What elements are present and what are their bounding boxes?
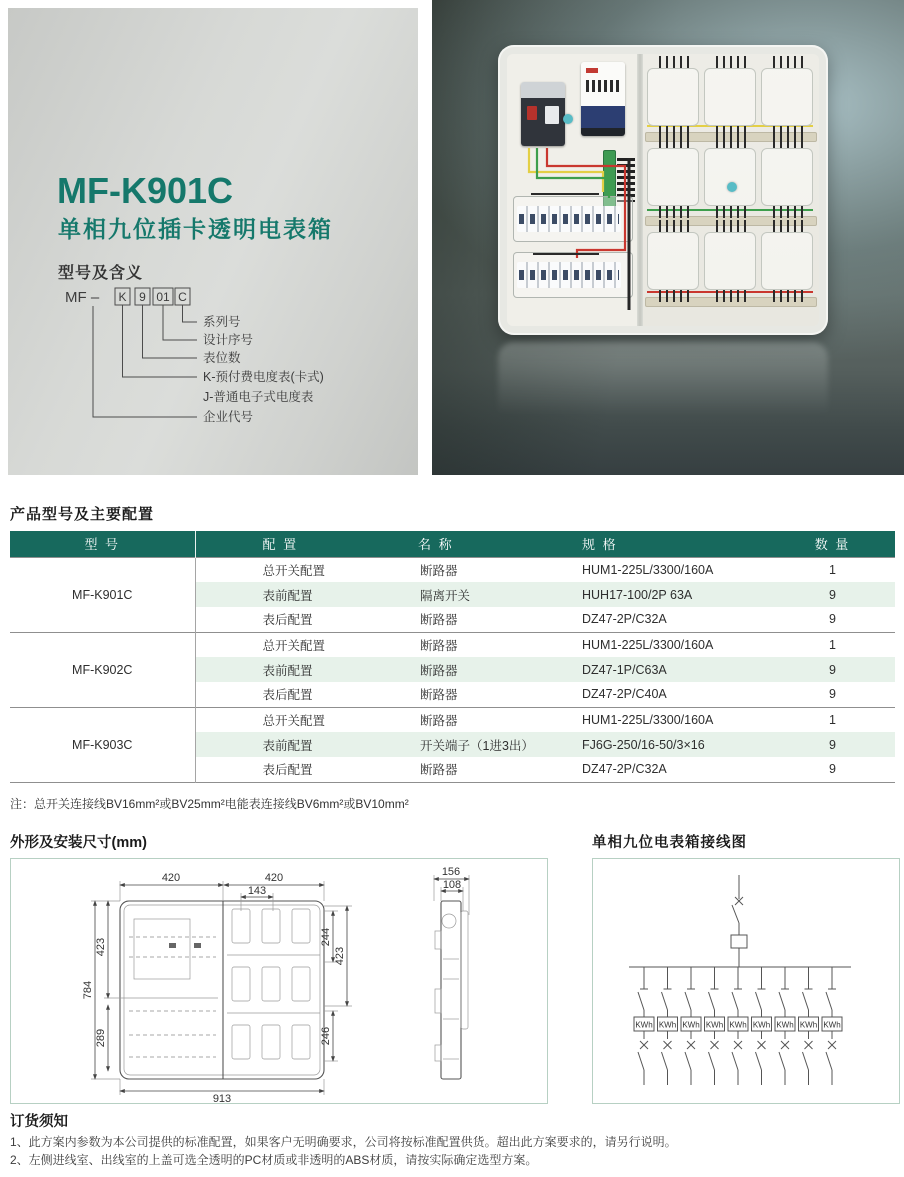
config-cell: 9 — [829, 612, 836, 627]
config-header: 配 置 — [195, 531, 418, 557]
meter-bay — [704, 232, 756, 290]
breakdown-segment: 9 — [139, 290, 146, 304]
wiring-main-feed — [629, 875, 851, 967]
dim-label: 423 — [334, 946, 346, 966]
meter-bay — [647, 68, 699, 126]
config-cell: 总开关配置 — [195, 707, 418, 732]
meter-label: KWh — [635, 1020, 653, 1030]
config-cell: 9 — [770, 657, 895, 682]
meter-label: KWh — [658, 1020, 677, 1030]
config-cell: 9 — [829, 762, 836, 777]
breakdown-label: 表位数 — [203, 351, 241, 365]
wiring-branches — [634, 967, 842, 1085]
config-cell: 开关端子（1进3出） — [418, 732, 582, 757]
config-header: 型 号 — [10, 531, 195, 557]
dimension-drawing — [11, 859, 547, 1103]
config-note: 注：总开关连接线BV16mm²或BV25mm²电能表连接线BV6mm²或BV10mm² — [10, 797, 409, 811]
wiring-branch — [658, 967, 678, 1085]
breakdown-label: 企业代号 — [203, 410, 254, 424]
config-cell: 断路器 — [418, 557, 582, 582]
meter-label: KWh — [752, 1020, 771, 1030]
product-subtitle: 单相九位插卡透明电表箱 — [58, 216, 333, 242]
breakdown-segment: K — [118, 290, 127, 304]
dim-label: 420 — [264, 872, 284, 884]
config-section-title: 产品型号及主要配置 — [10, 506, 155, 523]
dim-label: 143 — [247, 885, 267, 897]
breakdown-label: 设计序号 — [203, 333, 254, 347]
config-cell: 总开关配置 — [195, 557, 418, 582]
config-cell: 断路器 — [420, 688, 458, 703]
meter-box-meter-bays — [643, 54, 819, 326]
model-cell: MF-K902C — [10, 632, 195, 707]
config-cell: 表后配置 — [262, 613, 313, 628]
config-cell: HUM1-225L/3300/160A — [582, 557, 770, 582]
config-cell: DZ47-1P/C63A — [582, 657, 770, 682]
dimension-drawing-box — [10, 858, 548, 1104]
config-cell: HUM1-225L/3300/160A — [582, 707, 770, 732]
meter-bay — [647, 232, 699, 290]
config-cell: 断路器 — [418, 632, 582, 657]
config-cell: 表前配置 — [195, 582, 418, 607]
meter-label: KWh — [705, 1020, 724, 1030]
config-table — [10, 531, 895, 783]
hero-panel — [8, 8, 418, 475]
model-breakdown-diagram — [55, 282, 425, 452]
config-cell: 9 — [770, 732, 895, 757]
wiring-branch — [728, 967, 748, 1085]
config-cell: 隔离开关 — [418, 582, 582, 607]
config-cell: 断路器 — [420, 613, 458, 628]
config-table-body — [10, 557, 895, 782]
config-cell: 表后配置 — [262, 763, 313, 778]
config-cell: FJ6G-250/16-50/3×16 — [582, 732, 770, 757]
wiring-branch — [822, 967, 842, 1085]
meter-bay — [761, 232, 813, 290]
meter-bay — [704, 148, 756, 206]
order-notes — [10, 1133, 677, 1169]
meter-bay — [647, 148, 699, 206]
dim-label: 420 — [161, 872, 181, 884]
config-cell: 表前配置 — [195, 732, 418, 757]
config-row — [10, 707, 895, 732]
meter-bay — [761, 148, 813, 206]
wiring-branch — [775, 967, 795, 1085]
meter-label: KWh — [682, 1020, 700, 1030]
wiring-diagram-box — [592, 858, 900, 1104]
order-section-title: 订货须知 — [10, 1114, 68, 1130]
config-row — [10, 557, 895, 582]
config-header: 名 称 — [418, 531, 582, 557]
config-cell: 1 — [770, 557, 895, 582]
seal-button — [727, 182, 737, 192]
wiring-branch — [799, 967, 819, 1085]
product-photo — [432, 0, 904, 475]
order-note-item: 1、此方案内参数为本公司提供的标准配置，如果客户无明确要求，公司将按标准配置供货。超出此方案要求的，请另行说明。 — [10, 1135, 677, 1149]
dim-label: 246 — [320, 1026, 332, 1046]
model-cell: MF-K903C — [10, 707, 195, 782]
dim-label: 913 — [212, 1093, 232, 1103]
wiring-section-title: 单相九位电表箱接线图 — [592, 835, 747, 851]
breakdown-label: 系列号 — [203, 315, 241, 329]
dim-label: 289 — [95, 1028, 107, 1048]
config-cell: 1 — [770, 632, 895, 657]
config-cell: DZ47-2P/C32A — [582, 612, 667, 627]
config-cell: DZ47-2P/C32A — [582, 762, 667, 777]
breakdown-label: K-预付费电度表(卡式) — [203, 370, 324, 384]
product-model-title: MF-K901C — [57, 170, 234, 211]
order-note-item: 2、左侧进线室、出线室的上盖可选全透明的PC材质或非透明的ABS材质，请按实际确定选型方案。 — [10, 1153, 538, 1167]
wiring-branch — [705, 967, 725, 1085]
config-header: 数 量 — [770, 531, 895, 557]
breakdown-segment: 01 — [156, 290, 170, 304]
config-cell: 表前配置 — [195, 657, 418, 682]
config-row — [10, 632, 895, 657]
wiring-branch — [752, 967, 772, 1085]
meter-bay — [761, 68, 813, 126]
wiring-bundle — [507, 54, 637, 326]
config-cell: 断路器 — [418, 707, 582, 732]
photo-reflection — [498, 342, 828, 428]
config-cell: 断路器 — [420, 763, 458, 778]
config-cell: DZ47-2P/C40A — [582, 687, 667, 702]
config-cell: 9 — [770, 582, 895, 607]
config-table-head-row — [10, 531, 895, 557]
dim-label: 108 — [442, 879, 462, 891]
model-meaning-heading: 型号及含义 — [58, 265, 144, 282]
config-cell: 1 — [770, 707, 895, 732]
meter-bay — [704, 68, 756, 126]
meter-label: KWh — [776, 1020, 794, 1030]
meter-label: KWh — [823, 1020, 841, 1030]
wiring-branch — [634, 967, 654, 1085]
meter-box — [498, 45, 828, 335]
breakdown-segment: C — [178, 290, 187, 304]
dimensions-section-title: 外形及安装尺寸(mm) — [10, 835, 147, 851]
config-cell: 断路器 — [418, 657, 582, 682]
meter-label: KWh — [799, 1020, 818, 1030]
meter-label: KWh — [729, 1020, 747, 1030]
meter-box-left-compartment — [507, 54, 637, 326]
dim-label: 423 — [95, 937, 107, 957]
dim-label: 156 — [441, 866, 461, 878]
config-cell: HUM1-225L/3300/160A — [582, 632, 770, 657]
wiring-diagram — [593, 859, 899, 1103]
model-cell: MF-K901C — [10, 557, 195, 632]
dim-label: 784 — [82, 980, 94, 1000]
wiring-branch — [681, 967, 701, 1085]
config-cell: HUH17-100/2P 63A — [582, 582, 770, 607]
breakdown-label: J-普通电子式电度表 — [203, 390, 314, 404]
config-header: 规 格 — [582, 531, 770, 557]
config-cell: 总开关配置 — [195, 632, 418, 657]
config-cell: 9 — [829, 687, 836, 702]
breakdown-prefix: MF – — [65, 289, 100, 306]
config-cell: 表后配置 — [262, 688, 313, 703]
dim-label: 244 — [320, 927, 332, 947]
